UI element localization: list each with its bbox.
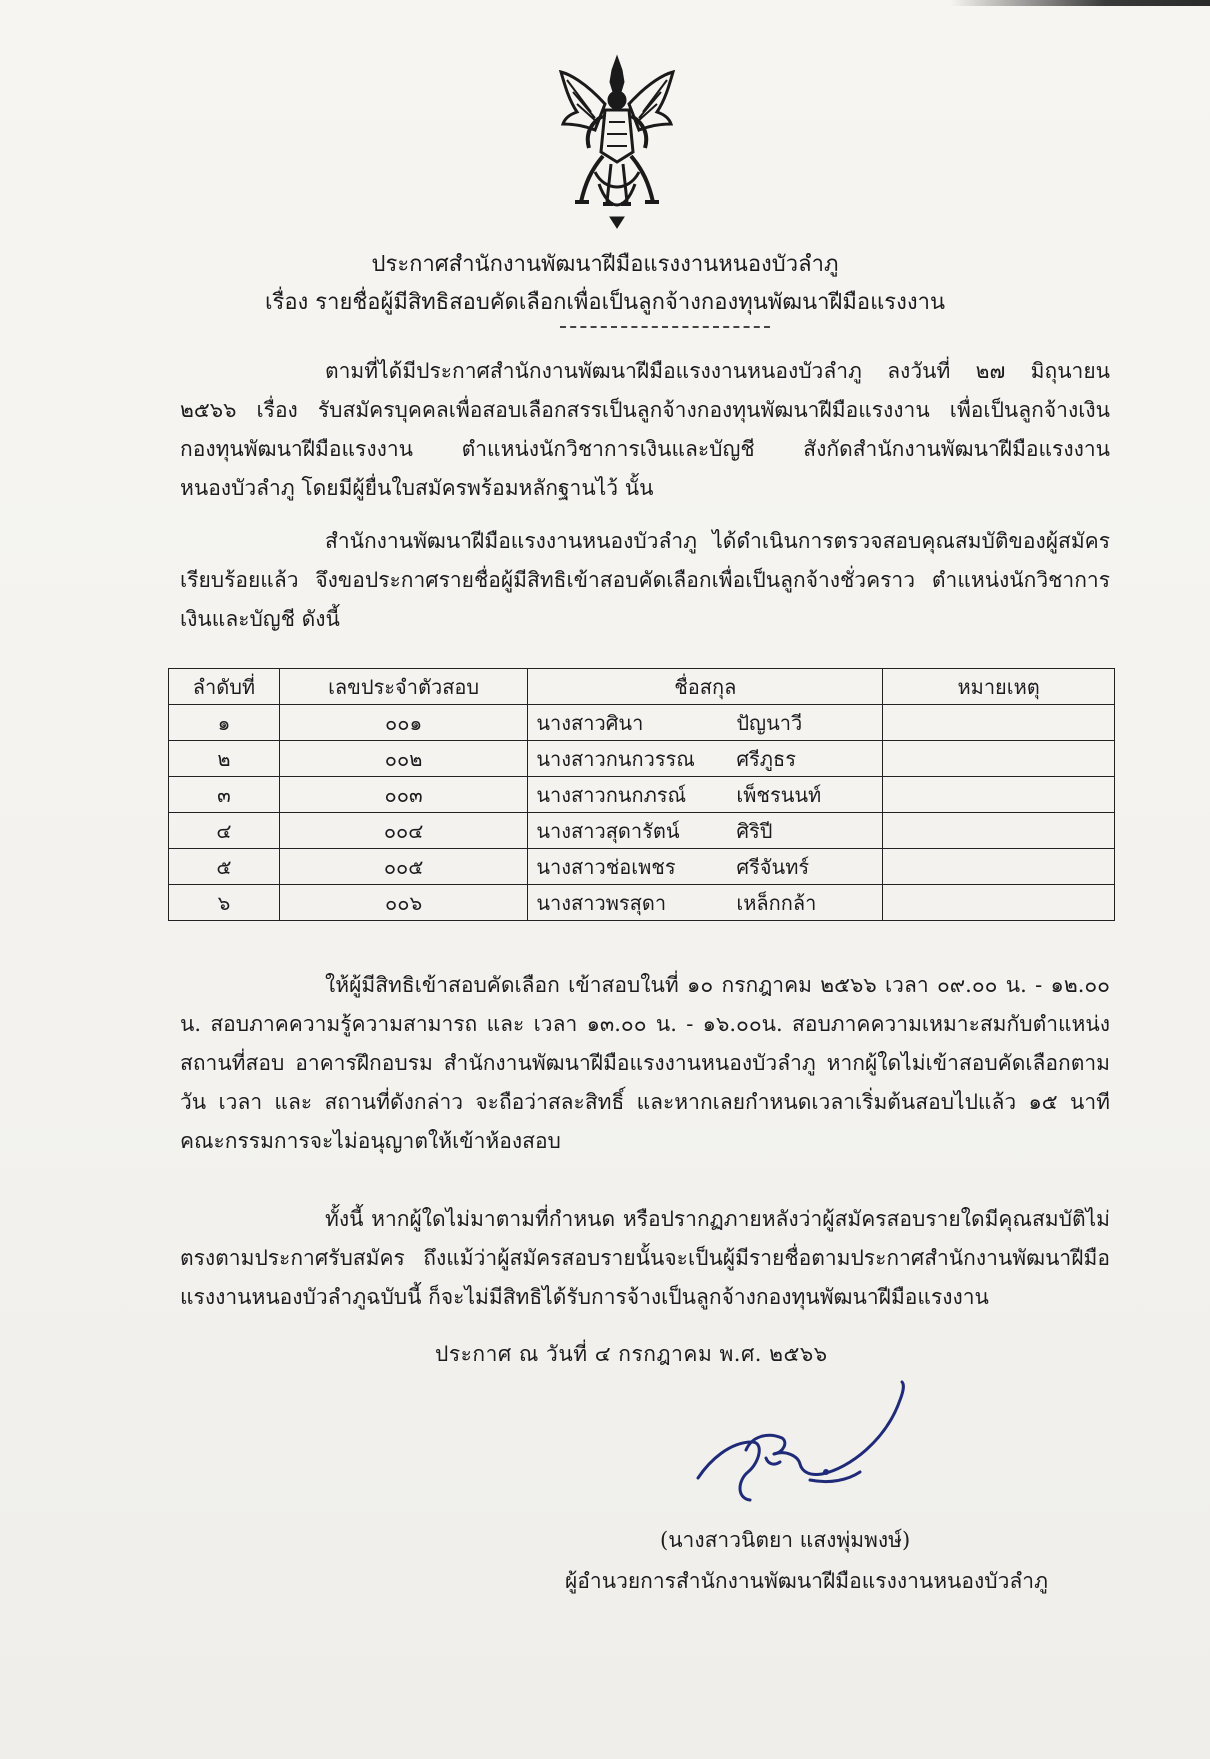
row-order: ๓: [169, 777, 280, 813]
row-name: [528, 741, 883, 777]
last-name: เหล็กกล้า: [736, 890, 817, 915]
header-order: ลำดับที่: [169, 669, 280, 705]
row-name: [528, 849, 883, 885]
paragraph-disqualification: [180, 1200, 1110, 1317]
row-remark: [883, 777, 1115, 813]
row-remark: [883, 705, 1115, 741]
row-exam-id: ๐๐๔: [279, 813, 528, 849]
last-name: เพ็ชรนนท์: [736, 782, 822, 807]
paragraph-exam-schedule: [180, 966, 1110, 1161]
first-name: นางสาวศินา: [536, 710, 644, 735]
table-row: [169, 777, 1115, 813]
header-remark: หมายเหตุ: [883, 669, 1115, 705]
first-name: นางสาวสุดารัตน์: [536, 818, 680, 843]
row-name: [528, 813, 883, 849]
row-name: [528, 885, 883, 921]
row-remark: [883, 849, 1115, 885]
paragraph-verification: [180, 522, 1110, 639]
announcement-title: ประกาศสำนักงานพัฒนาฝีมือแรงงานหนองบัวลำภู: [371, 252, 839, 277]
signature-image: [690, 1380, 925, 1515]
paragraph-exam-schedule-text: ให้ผู้มีสิทธิเข้าสอบคัดเลือก เข้าสอบในที่ ๑๐ กรกฎาคม ๒๕๖๖ เวลา ๐๙.๐๐ น. - ๑๒.๐๐ น. สอบภาคความรู้ความสามารถ และ เวลา ๑๓.๐๐ น. - ๑๖.๐๐น. สอบภาคความเหมาะสมกับตำแหน่ง สถานที่สอบ อาคารฝึกอบรม สำนักงานพัฒนาฝีมือแรงงานหนองบัวลำภู หากผู้ใดไม่เข้าสอบคัดเลือกตามวัน เวลา และ สถานที่ดังกล่าว จะถือว่าสละสิทธิ์ และหากเลยกำหนดเวลาเริ่มต้นสอบไปแล้ว ๑๕ นาที คณะกรรมการจะไม่อนุญาตให้เข้าห้องสอบ: [180, 973, 1110, 1153]
row-order: ๕: [169, 849, 280, 885]
paragraph-verification-text: สำนักงานพัฒนาฝีมือแรงงานหนองบัวลำภู ได้ดำเนินการตรวจสอบคุณสมบัติของผู้สมัครเรียบร้อยแล้ว จึงขอประกาศรายชื่อผู้มีสิทธิเข้าสอบคัดเลือกเพื่อเป็นลูกจ้างชั่วคราว ตำแหน่งนักวิชาการเงินและบัญชี ดังนี้: [180, 529, 1110, 631]
first-name: นางสาวช่อเพชร: [536, 854, 676, 879]
garuda-emblem-icon: [555, 52, 680, 232]
last-name: ศรีภูธร: [736, 746, 796, 771]
last-name: ศรีจันทร์: [736, 854, 810, 879]
paragraph-reference-text: ตามที่ได้มีประกาศสำนักงานพัฒนาฝีมือแรงงานหนองบัวลำภู ลงวันที่ ๒๗ มิถุนายน ๒๕๖๖ เรื่อง รับสมัครบุคคลเพื่อสอบเลือกสรรเป็นลูกจ้างกองทุนพัฒนาฝีมือแรงงาน เพื่อเป็นลูกจ้างเงินกองทุนพัฒนาฝีมือแรงงาน ตำแหน่งนักวิชาการเงินและบัญชี สังกัดสำนักงานพัฒนาฝีมือแรงงานหนองบัวลำภู โดยมีผู้ยื่นใบสมัครพร้อมหลักฐานไว้ นั้น: [180, 359, 1110, 500]
table-header-row: [169, 669, 1115, 705]
row-remark: [883, 741, 1115, 777]
header-name: ชื่อสกุล: [528, 669, 883, 705]
row-name: [528, 777, 883, 813]
row-exam-id: ๐๐๖: [279, 885, 528, 921]
candidate-table: [168, 668, 1115, 921]
signer-title: ผู้อำนวยการสำนักงานพัฒนาฝีมือแรงงานหนองบัวลำภู: [565, 1569, 1048, 1593]
table-row: [169, 705, 1115, 741]
row-order: ๒: [169, 741, 280, 777]
row-name: [528, 705, 883, 741]
row-remark: [883, 813, 1115, 849]
first-name: นางสาวกนกภรณ์: [536, 782, 687, 807]
row-exam-id: ๐๐๒: [279, 741, 528, 777]
table-row: [169, 813, 1115, 849]
announcement-date: ประกาศ ณ วันที่ ๔ กรกฎาคม พ.ศ. ๒๕๖๖: [435, 1342, 828, 1366]
table-row: [169, 885, 1115, 921]
row-remark: [883, 885, 1115, 921]
row-order: ๑: [169, 705, 280, 741]
table-row: [169, 741, 1115, 777]
scan-edge: [950, 0, 1210, 6]
last-name: ศิริปี: [736, 818, 773, 843]
first-name: นางสาวพรสุดา: [536, 890, 667, 915]
row-order: ๖: [169, 885, 280, 921]
header-exam-id: เลขประจำตัวสอบ: [279, 669, 528, 705]
row-exam-id: ๐๐๕: [279, 849, 528, 885]
paragraph-reference: [180, 352, 1110, 508]
row-exam-id: ๐๐๑: [279, 705, 528, 741]
row-order: ๔: [169, 813, 280, 849]
divider-line: [560, 326, 770, 328]
announcement-subject: เรื่อง รายชื่อผู้มีสิทธิสอบคัดเลือกเพื่อเป็นลูกจ้างกองทุนพัฒนาฝีมือแรงงาน: [265, 290, 945, 315]
table-row: [169, 849, 1115, 885]
paragraph-disqualification-text: ทั้งนี้ หากผู้ใดไม่มาตามที่กำหนด หรือปรากฏภายหลังว่าผู้สมัครสอบรายใดมีคุณสมบัติไม่ตรงตามประกาศรับสมัคร ถึงแม้ว่าผู้สมัครสอบรายนั้นจะเป็นผู้มีรายชื่อตามประกาศสำนักงานพัฒนาฝีมือแรงงานหนองบัวลำภูฉบับนี้ ก็จะไม่มีสิทธิได้รับการจ้างเป็นลูกจ้างกองทุนพัฒนาฝีมือแรงงาน: [180, 1207, 1110, 1309]
row-exam-id: ๐๐๓: [279, 777, 528, 813]
first-name: นางสาวกนกวรรณ: [536, 746, 695, 771]
signer-name: (นางสาวนิตยา แสงพุ่มพงษ์): [660, 1528, 911, 1552]
last-name: ปัญนาวี: [736, 710, 803, 735]
